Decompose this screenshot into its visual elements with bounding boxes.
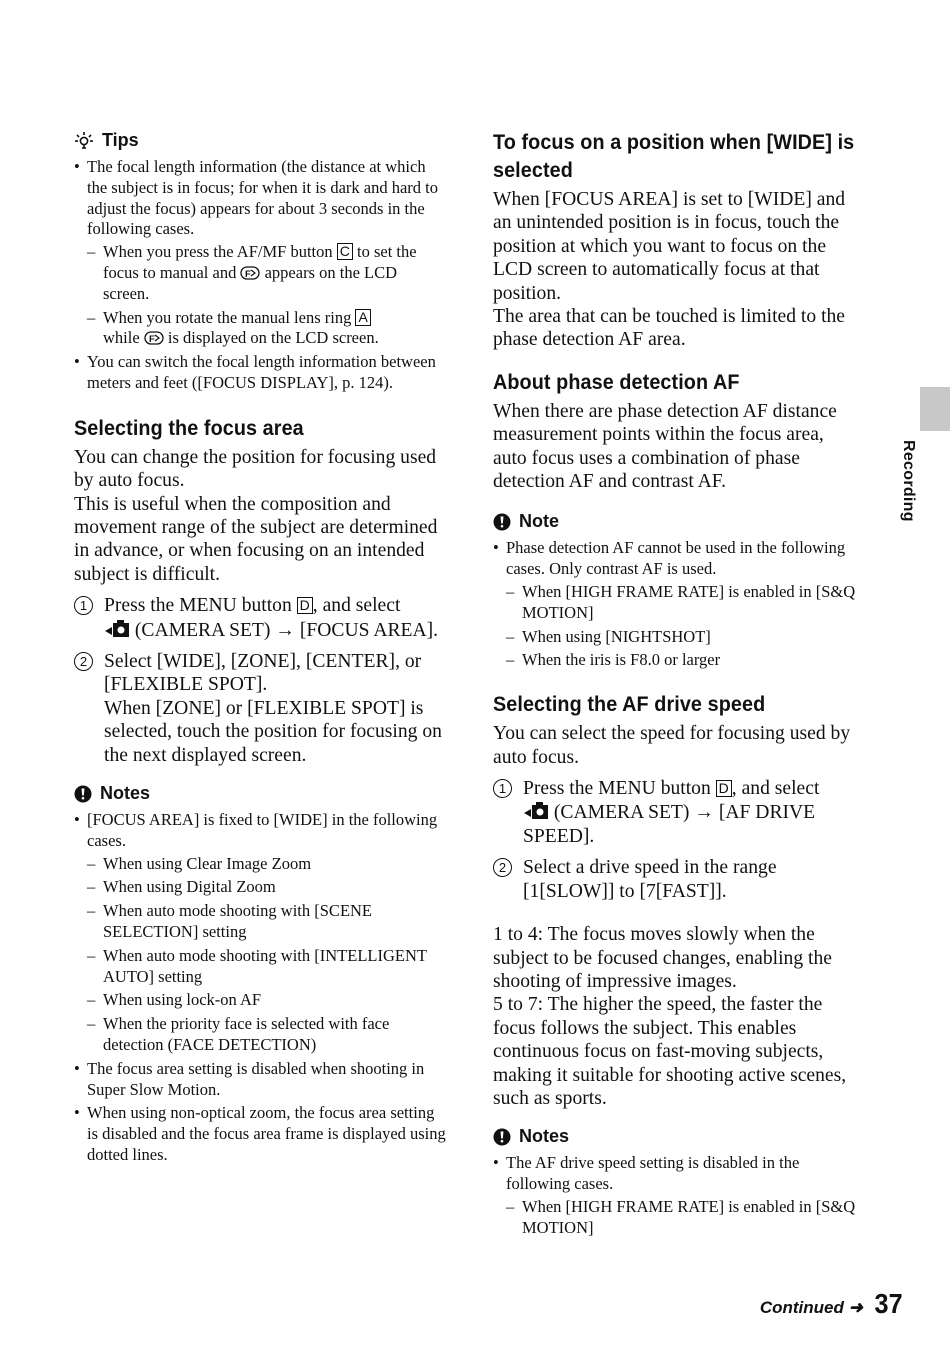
camera-set-icon [523, 800, 549, 820]
list-item: – When auto mode shooting with [INTELLIGENT AUTO] setting [87, 946, 446, 988]
tips-title: Tips [102, 130, 139, 150]
notes-list [493, 1153, 859, 1238]
step-number: 2 [74, 652, 93, 671]
section-title: To focus on a position when [WIDE] is selected [493, 130, 855, 182]
section-paragraph: When there are phase detection AF distance measurement points within the focus area, auto focus uses a combination of phase detection AF and contrast AF. [493, 400, 837, 493]
tips-heading [74, 130, 446, 151]
lens-ring-label-a: A [355, 309, 370, 326]
menu-button-label-d: D [716, 780, 732, 797]
step-item: 1 Press the MENU button D , and select (CAMERA SET) → [AF DRIVE SPEED]. [493, 777, 859, 848]
arrow-right-icon: ➜ [848, 1298, 863, 1317]
list-item: • The AF drive speed setting is disabled in the following cases. – When [HIGH FRAME RATE] is enabled in [S&Q MOTION] [493, 1153, 859, 1238]
lightbulb-icon [74, 131, 94, 151]
section-paragraph: This is useful when the composition and movement range of the subject are determined in advance, or when focusing on an intended subject is difficult. [74, 493, 438, 585]
list-item [74, 157, 446, 349]
list-item: – When you rotate the manual lens ring A while F is displayed on the LCD screen. [87, 308, 446, 350]
list-item: – When using lock-on AF [87, 990, 446, 1011]
note-sublist [506, 582, 859, 671]
step-item: 2 Select [WIDE], [ZONE], [CENTER], or [FLEXIBLE SPOT]. When [ZONE] or [FLEXIBLE SPOT] is selected, touch the position for focusing on the next displayed screen. [74, 650, 446, 767]
list-item: – When [HIGH FRAME RATE] is enabled in [S&Q MOTION] [506, 582, 859, 624]
step-number: 1 [493, 779, 512, 798]
manual-focus-icon [240, 266, 260, 280]
list-item: • You can switch the focal length information between meters and feet ([FOCUS DISPLAY], p. 124). [74, 352, 446, 394]
section-paragraph: 1 to 4: The focus moves slowly when the subject to be focused changes, enabling the shooting of impressive images. [493, 924, 832, 992]
section-title: Selecting the focus area [74, 415, 304, 440]
notes-icon [74, 785, 92, 803]
notes-title: Notes [100, 783, 151, 804]
note-icon [493, 513, 511, 531]
tips-list [74, 157, 446, 394]
left-column [74, 128, 446, 1169]
section-paragraph: You can change the position for focusing used by auto focus. [74, 446, 437, 492]
list-item: • Phase detection AF cannot be used in the following cases. Only contrast AF is used. – When [HIGH FRAME RATE] is enabled in [S&Q MOTION] – When using [NIGHTSHOT] – When the iris is F8.0 or larger [493, 538, 859, 671]
notes-sublist [87, 854, 446, 1056]
section-paragraph: When [FOCUS AREA] is set to [WIDE] and an unintended position is in focus, touch the position at which you want to focus on the LCD screen to automatically focus at that position. [493, 189, 846, 304]
step-number: 2 [493, 858, 512, 877]
step-number: 1 [74, 596, 93, 615]
list-item: – When [HIGH FRAME RATE] is enabled in [S&Q MOTION] [506, 1197, 859, 1239]
list-item: – When you press the AF/MF button C to set the focus to manual and F appears on the LCD screen. [87, 242, 446, 304]
notes-heading [74, 783, 446, 804]
continued-label: Continued ➜ [759, 1298, 863, 1317]
side-tab-label: Recording [900, 440, 917, 522]
tips-sublist [87, 242, 446, 349]
list-item: – When using [NIGHTSHOT] [506, 627, 859, 648]
right-column [493, 128, 859, 1242]
camera-set-icon [104, 618, 130, 638]
section-title: About phase detection AF [493, 369, 740, 394]
side-tab-marker [920, 387, 950, 431]
notes-title: Notes [519, 1126, 570, 1147]
button-label-c: C [337, 243, 353, 260]
list-item: – When auto mode shooting with [SCENE SELECTION] setting [87, 901, 446, 943]
note-heading [493, 511, 859, 532]
page-number: 37 [874, 1288, 903, 1319]
notes-sublist [506, 1197, 859, 1239]
step-item: 1 Press the MENU button D , and select (CAMERA SET) → [FOCUS AREA]. [74, 594, 446, 642]
list-item: – When using Digital Zoom [87, 877, 446, 898]
menu-button-label-d: D [297, 597, 313, 614]
step-item: 2 Select a drive speed in the range [1[SLOW]] to [7[FAST]]. [493, 856, 859, 903]
section-title: Selecting the AF drive speed [493, 692, 766, 717]
list-item: – When using Clear Image Zoom [87, 854, 446, 875]
svg-text:F: F [245, 268, 252, 280]
steps-list [493, 777, 859, 903]
list-item: • When using non-optical zoom, the focus area setting is disabled and the focus area frame is displayed using dotted lines. [74, 1103, 446, 1165]
section-paragraph: 5 to 7: The higher the speed, the faster the focus follows the subject. This enables continuous focus on fast-moving subjects, making it suitable for shooting active scenes, such as sports. [493, 994, 847, 1109]
notes-list [74, 810, 446, 1166]
list-item: • The focus area setting is disabled when shooting in Super Slow Motion. [74, 1059, 446, 1101]
list-item: • [FOCUS AREA] is fixed to [WIDE] in the following cases. – When using Clear Image Zoom – When using Digital Zoom – When auto mode shooting with [SCENE SELECTION] setting – When auto mode shooting with [INTELLIGENT AUTO] setting – When using lock-on AF – When the priority face is selected with face detection (FACE DETECTION) [74, 810, 446, 1056]
page-footer [760, 1288, 904, 1320]
manual-focus-icon [144, 331, 164, 345]
section-paragraph: The area that can be touched is limited to the phase detection AF area. [493, 306, 846, 351]
list-item: – When the iris is F8.0 or larger [506, 650, 859, 671]
list-item: – When the priority face is selected with face detection (FACE DETECTION) [87, 1014, 446, 1056]
tips-item-text: The focal length information (the distance at which the subject is in focus; for when it is dark and hard to adjust the focus) appears for about 3 seconds in the following cases. [87, 157, 439, 239]
notes-heading [493, 1126, 859, 1147]
note-list [493, 538, 859, 671]
note-title: Note [519, 511, 559, 532]
section-paragraph: You can select the speed for focusing used by auto focus. [493, 723, 851, 768]
svg-text:F: F [148, 334, 155, 346]
notes-icon [493, 1128, 511, 1146]
steps-list [74, 594, 446, 767]
